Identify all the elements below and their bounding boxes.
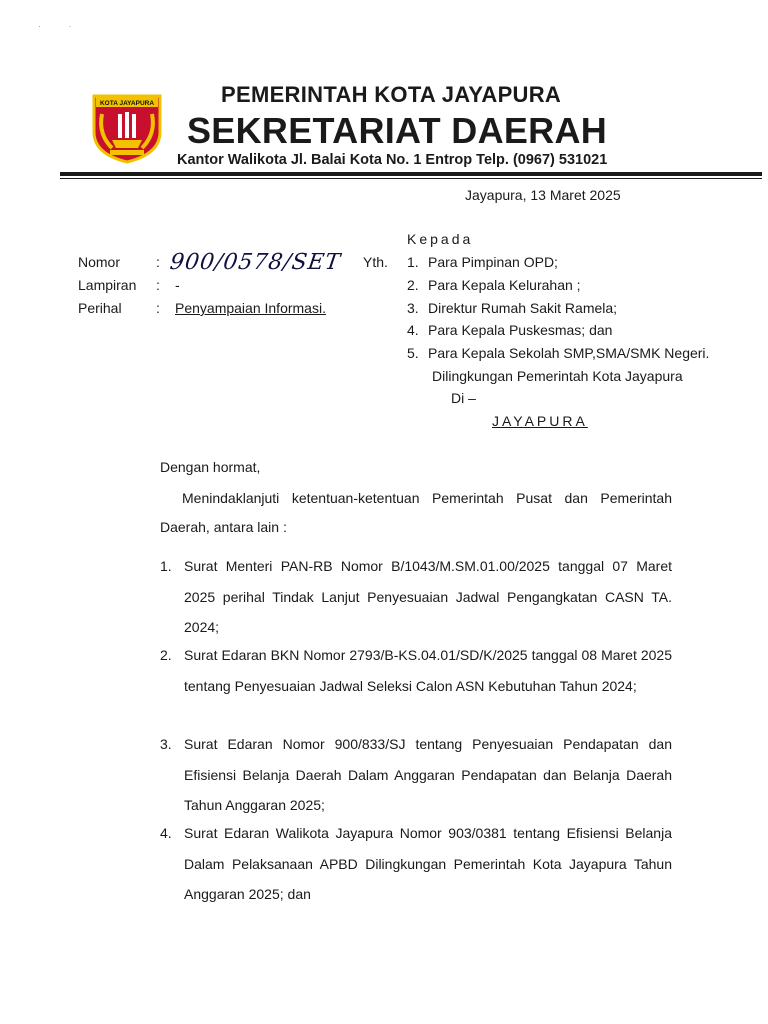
reference-text: Surat Edaran BKN Nomor 2793/B-KS.04.01/SD/K/2025 tanggal 08 Maret 2025 tentang Penyesuaian Jadwal Seleksi Calon ASN Kebutuhan Tahun 2024; xyxy=(184,647,672,694)
recipient-number: 5. xyxy=(407,345,419,361)
meta-label-perihal: Perihal xyxy=(78,300,122,316)
recipient-number: 2. xyxy=(407,277,419,293)
reference-number: 2. xyxy=(160,647,172,663)
recipient-scope: Dilingkungan Pemerintah Kota Jayapura xyxy=(432,368,683,384)
header-divider-thin xyxy=(60,178,762,179)
reference-text: Surat Menteri PAN-RB Nomor B/1043/M.SM.01.00/2025 tanggal 07 Maret 2025 perihal Tindak Lanjut Penyesuaian Jadwal Pengangkatan CASN TA. 2024; xyxy=(184,558,672,635)
meta-label-nomor: Nomor xyxy=(78,254,121,270)
meta-colon: : xyxy=(156,300,160,316)
reference-text: Surat Edaran Walikota Jayapura Nomor 903/0381 tentang Efisiensi Belanja Dalam Pelaksanaan APBD Dilingkungan Pemerintah Kota Jayapura Tahun Anggaran 2025; dan xyxy=(184,825,672,902)
salutation: Dengan hormat, xyxy=(160,459,261,475)
recipient-number: 3. xyxy=(407,300,419,316)
logo-text: KOTA JAYAPURA xyxy=(99,100,155,107)
recipient-di: Di – xyxy=(451,390,476,406)
header-address: Kantor Walikota Jl. Balai Kota No. 1 Entrop Telp. (0967) 531021 xyxy=(177,152,608,168)
recipient-number: 1. xyxy=(407,254,419,270)
kepada-label: Kepada xyxy=(407,231,474,247)
reference-text: Surat Edaran Nomor 900/833/SJ tentang Penyesuaian Pendapatan dan Efisiensi Belanja Daerah Dalam Anggaran Pendapatan dan Belanja Daerah Tahun Anggaran 2025; xyxy=(184,736,672,813)
header-divider-thick xyxy=(60,172,762,176)
recipient-item: Para Kepala Kelurahan ; xyxy=(428,277,581,293)
intro-paragraph-line1: Menindaklanjuti ketentuan-ketentuan Pemerintah Pusat dan Pemerintah xyxy=(182,490,672,506)
yth-label: Yth. xyxy=(363,254,388,270)
reference-number: 4. xyxy=(160,825,172,841)
reference-number: 3. xyxy=(160,736,172,752)
meta-value-lampiran: - xyxy=(175,277,180,293)
meta-value-perihal: Penyampaian Informasi. xyxy=(175,300,326,316)
recipient-item: Para Kepala Puskesmas; dan xyxy=(428,322,613,338)
meta-colon: : xyxy=(156,254,160,270)
meta-label-lampiran: Lampiran xyxy=(78,277,137,293)
meta-colon: : xyxy=(156,277,160,293)
reference-number: 1. xyxy=(160,558,172,574)
recipient-item: Para Kepala Sekolah SMP,SMA/SMK Negeri. xyxy=(428,345,710,361)
meta-value-nomor: 900/0578/SET xyxy=(168,250,343,275)
recipient-number: 4. xyxy=(407,322,419,338)
header-title-secretariat: SEKRETARIAT DAERAH xyxy=(187,110,608,151)
scan-specks: ·· xyxy=(38,22,100,31)
recipient-item: Direktur Rumah Sakit Ramela; xyxy=(428,300,618,316)
recipient-item: Para Pimpinan OPD; xyxy=(428,254,558,270)
letter-date: Jayapura, 13 Maret 2025 xyxy=(465,187,621,203)
city-emblem-logo xyxy=(88,92,166,164)
intro-paragraph-line2: Daerah, antara lain : xyxy=(160,519,287,535)
recipient-city: JAYAPURA xyxy=(492,413,588,429)
header-title-government: PEMERINTAH KOTA JAYAPURA xyxy=(221,82,562,107)
